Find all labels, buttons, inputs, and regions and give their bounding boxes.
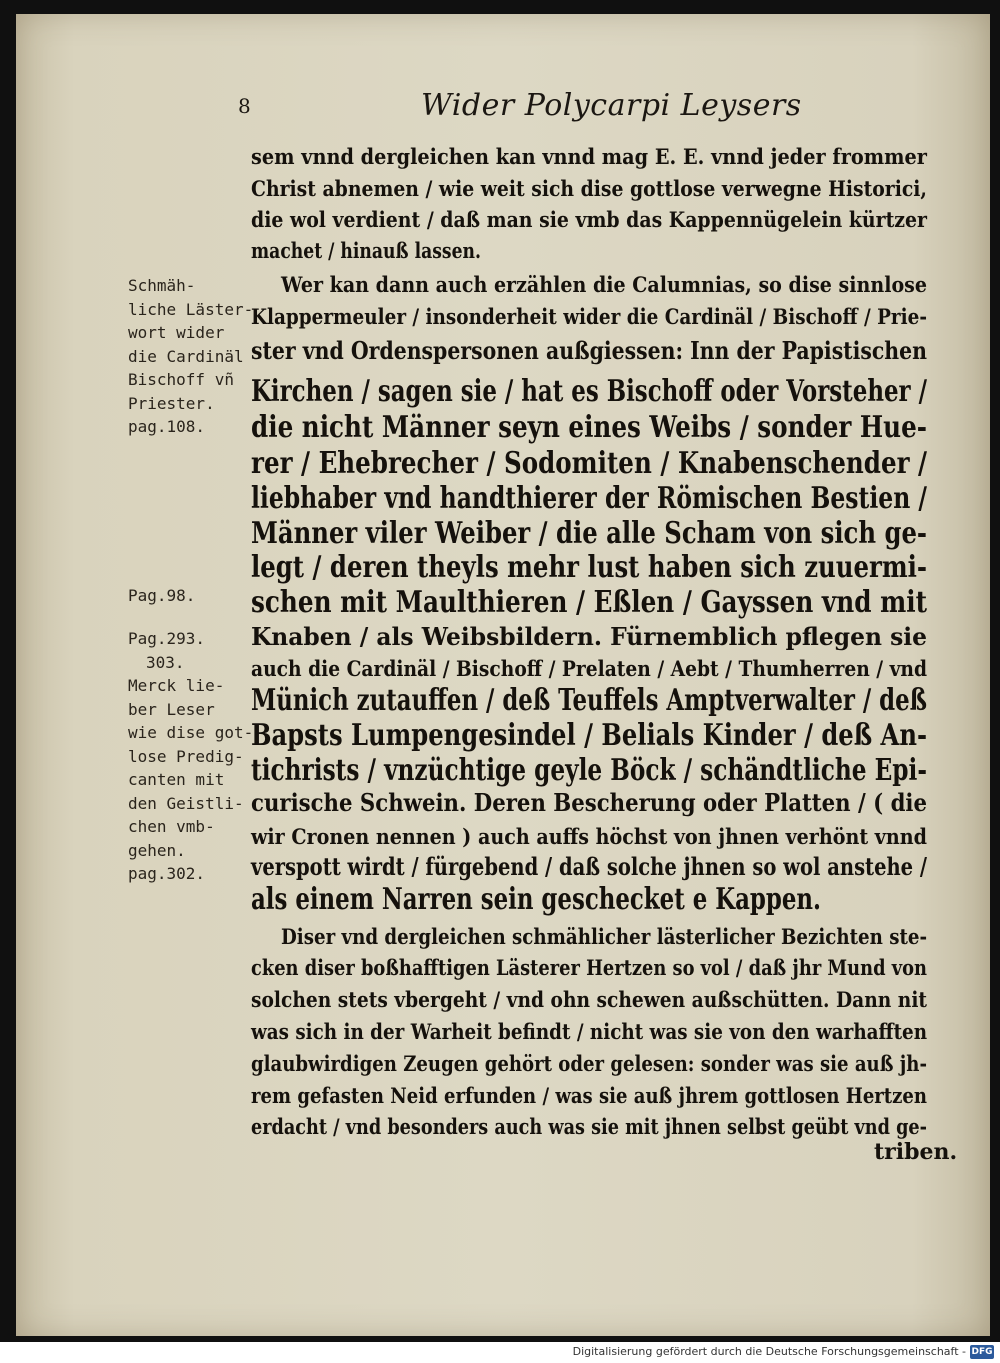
margin-note-line: gehen. [128, 840, 186, 860]
text-line: verspott wirdt / fürgebend / daß solche jhnen so wol anstehe / [251, 852, 928, 881]
text-line: rem gefasten Neid erfunden / was sie auß jhrem gottlosen Hertzen [251, 1083, 927, 1108]
text-line: wir Cronen nennen ) auch auffs höchst von jhnen verhönt vnnd [251, 824, 927, 849]
margin-note [128, 674, 254, 886]
catchword: triben. [874, 1139, 958, 1165]
margin-note-line: Pag.293. [128, 629, 206, 648]
text-line: was sich in der Warheit befindt / nicht was sie von den warhafften [251, 1019, 928, 1044]
text-line: glaubwirdigen Zeugen gehört oder gelesen: sonder was sie auß jh- [251, 1051, 927, 1076]
margin-note-line: chen vmb- [128, 817, 215, 836]
margin-note-line: Pag.98. [128, 586, 196, 605]
text-line: schen mit Maulthieren / Eßlen / Gayssen vnd mit [251, 585, 928, 620]
margin-note-line: lose Predig- [128, 746, 244, 766]
margin-note-line: Priester. [128, 393, 215, 413]
text-line: machet / hinauß lassen. [251, 238, 481, 263]
text-line: erdacht / vnd besonders auch was sie mit jhnen selbst geübt vnd ge- [251, 1114, 927, 1139]
margin-note-line: wort wider [128, 323, 225, 342]
margin-note-line: canten mit [128, 770, 225, 789]
text-line: die wol verdient / daß man sie vmb das Kappennügelein kürtzer [251, 207, 927, 232]
page-number: 8 [238, 94, 251, 118]
margin-note-line: den Geistli- [128, 793, 244, 813]
text-line: Männer viler Weiber / die alle Scham von sich ge- [251, 516, 928, 551]
margin-note-line: Bischoff vñ [128, 370, 234, 389]
text-line: auch die Cardinäl / Bischoff / Prelaten / Aebt / Thumherren / vnd [251, 656, 928, 681]
text-line: cken diser boßhafftigen Lästerer Hertzen so vol / daß jhr Mund von [251, 955, 927, 980]
text-line: die nicht Männer seyn eines Weibs / sonder Hue- [251, 410, 927, 445]
text-line: Klappermeuler / insonderheit wider die Cardinäl / Bischoff / Prie- [251, 304, 927, 329]
margin-note-line: pag.302. [128, 864, 206, 883]
text-line: Wer kan dann auch erzählen die Calumnias, so dise sinnlose [281, 272, 928, 297]
text-line: curische Schwein. Deren Bescherung oder Platten / ( die [251, 788, 928, 817]
text-line: Kirchen / sagen sie / hat es Bischoff oder Vorsteher / [251, 374, 927, 409]
margin-note [128, 584, 248, 608]
margin-note-line: wie dise got- [128, 723, 254, 742]
text-line: sem vnnd dergleichen kan vnnd mag E. E. vnnd jeder frommer [251, 144, 927, 169]
margin-note-line: 303. [146, 652, 185, 672]
text-line: tichrists / vnzüchtige geyle Böck / schändtliche Epi- [251, 753, 927, 788]
margin-note-line: pag.108. [128, 417, 206, 436]
text-line: ster vnd Ordenspersonen außgiessen: Inn der Papistischen [251, 336, 928, 365]
text-line: liebhaber vnd handthierer der Römischen Bestien / [251, 481, 928, 516]
margin-note-line: ber Leser [128, 699, 215, 719]
text-line: Münich zutauffen / deß Teuffels Amptverwalter / deß [251, 683, 928, 718]
text-line: als einem Narren sein geschecket e Kappen. [251, 882, 821, 917]
book-page [16, 14, 990, 1336]
margin-note [128, 627, 248, 674]
text-line: Knaben / als Weibsbildern. Fürnemblich pflegen sie [251, 622, 927, 651]
funding-notice: Digitalisierung gefördert durch die Deutsche Forschungsgemeinschaft - [572, 1345, 966, 1358]
text-line: Bapsts Lumpengesindel / Belials Kinder / deß An- [251, 718, 928, 753]
running-title: Wider Polycarpi Leysers [421, 88, 802, 123]
footer-bar [0, 1342, 1000, 1363]
text-line: Christ abnemen / wie weit sich dise gottlose verwegne Historici, [251, 176, 927, 201]
margin-note-line: Schmäh- [128, 276, 196, 295]
margin-note-line: die Cardinäl [128, 346, 244, 366]
margin-note-line: Merck lie- [128, 676, 225, 695]
dfg-logo: DFG [971, 1347, 993, 1357]
text-line: Diser vnd dergleichen schmählicher lästerlicher Bezichten ste- [281, 924, 928, 949]
text-line: rer / Ehebrecher / Sodomiten / Knabenschender / [251, 446, 928, 481]
text-line: legt / deren theyls mehr lust haben sich zuuermi- [251, 550, 928, 585]
margin-note-line: liche Läster- [128, 299, 254, 319]
text-line: solchen stets vbergeht / vnd ohn schewen außschütten. Dann nit [251, 987, 928, 1012]
margin-note [128, 274, 254, 439]
